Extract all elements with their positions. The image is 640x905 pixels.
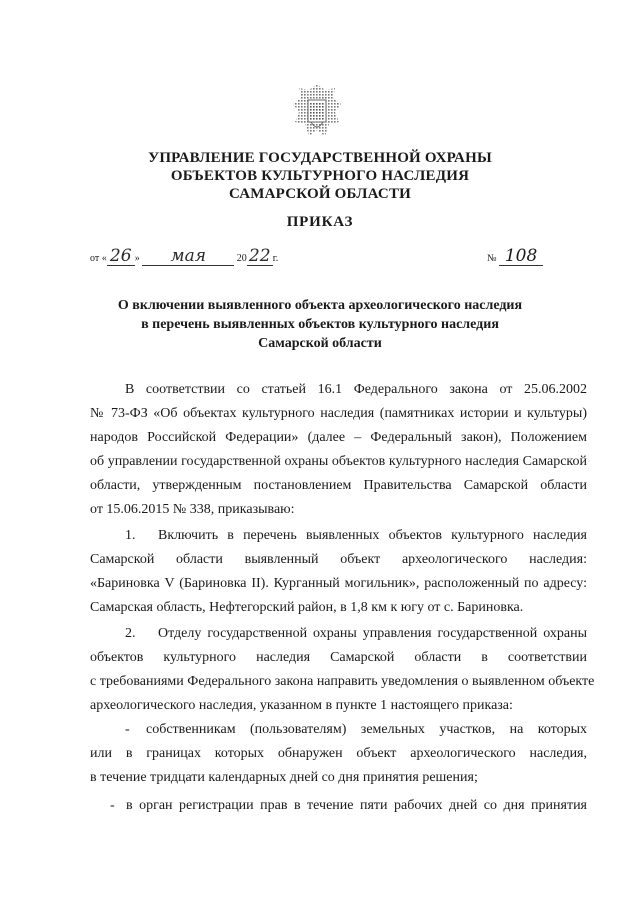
date-day: 26 — [107, 247, 135, 266]
body-line: объектов культурного наследия Самарской области в соответствии — [90, 650, 587, 665]
document-date — [90, 247, 278, 266]
number-prefix: № — [487, 253, 497, 264]
item-number-2: 2. — [125, 626, 136, 641]
body-line: области, утвержденным постановлением Правительства Самарской области — [90, 478, 587, 493]
org-name-line3: САМАРСКОЙ ОБЛАСТИ — [228, 186, 412, 202]
number-value: 108 — [499, 247, 543, 266]
subject-line3: Самарской области — [258, 336, 382, 351]
body-line: Самарская область, Нефтегорский район, в 1,8 км к югу от с. Бариновка. — [90, 600, 524, 615]
body-line: народов Российской Федерации» (далее – Федеральный закон), Положением — [90, 430, 587, 445]
date-mid: » — [134, 253, 140, 264]
body-line: или в границах которых обнаружен объект археологического наследия, — [90, 746, 587, 761]
subject-line1: О включении выявленного объекта археологического наследия — [117, 298, 523, 313]
body-line: Самарской области выявленный объект археологического наследия: — [90, 552, 587, 567]
dash-marker: - — [125, 722, 130, 737]
document-type: ПРИКАЗ — [286, 214, 354, 230]
body-line: об управлении государственной охраны объектов культурного наследия Самарской — [90, 454, 587, 469]
body-line: от 15.06.2015 № 338, приказываю: — [90, 502, 295, 517]
body-line: В соответствии со статьей 16.1 Федерального закона от 25.06.2002 — [125, 382, 587, 397]
body-line: собственникам (пользователям) земельных участков, на которых — [146, 722, 587, 737]
date-month: мая — [142, 247, 234, 266]
date-prefix: от « — [90, 253, 107, 264]
org-name-line1: УПРАВЛЕНИЕ ГОСУДАРСТВЕННОЙ ОХРАНЫ — [148, 150, 492, 166]
date-year-prefix: 20 — [236, 253, 247, 264]
body-line: Включить в перечень выявленных объектов культурного наследия — [158, 528, 587, 543]
body-line: Отделу государственной охраны управления государственной охраны — [158, 626, 587, 641]
body-line: в орган регистрации прав в течение пяти рабочих дней со дня принятия — [126, 798, 587, 813]
org-name-line2: ОБЪЕКТОВ КУЛЬТУРНОГО НАСЛЕДИЯ — [170, 168, 470, 184]
body-line: «Бариновка V (Бариновка II). Курганный могильник», расположенный по адресу: — [90, 576, 587, 591]
dash-marker: - — [110, 798, 115, 813]
body-line: археологического наследия, указанном в пункте 1 настоящего приказа: — [90, 698, 513, 713]
document-number — [487, 247, 543, 266]
date-end: г. — [272, 253, 279, 264]
body-line: в течение тридцати календарных дней со дня принятия решения; — [90, 770, 478, 785]
body-line: № 73-ФЗ «Об объектах культурного наследия (памятниках истории и культуры) — [90, 406, 587, 421]
coat-of-arms-emblem — [289, 82, 345, 144]
subject-line2: в перечень выявленных объектов культурного наследия — [141, 317, 499, 332]
body-line: с требованиями Федерального закона направить уведомления о выявленном объекте — [90, 674, 595, 689]
date-year: 22 — [247, 247, 273, 266]
item-number-1: 1. — [125, 528, 136, 543]
